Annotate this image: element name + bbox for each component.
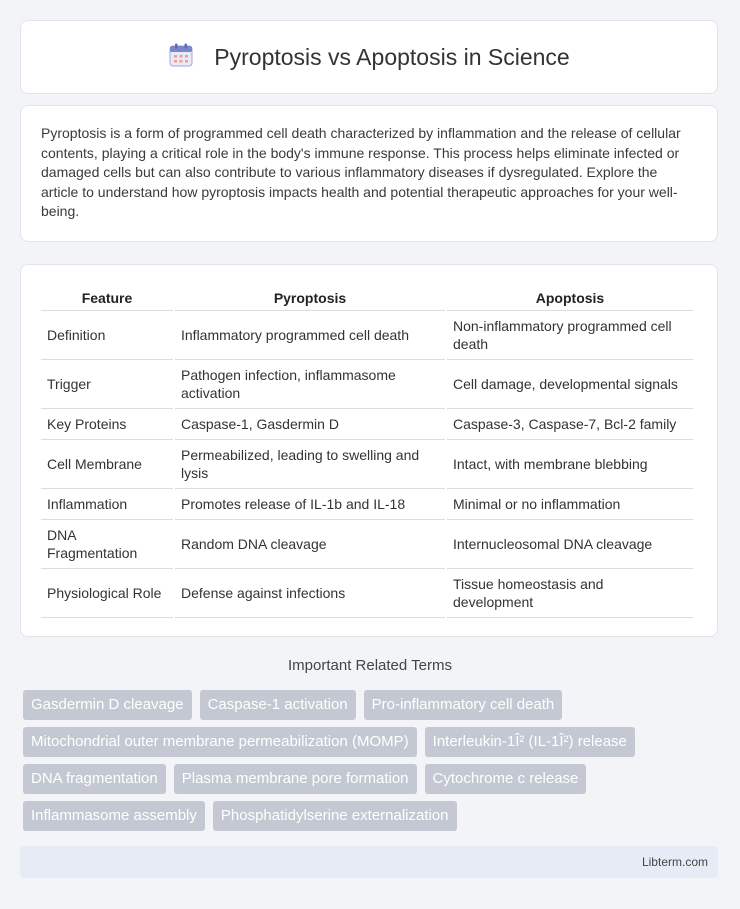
related-term-tag[interactable]: Plasma membrane pore formation <box>174 764 417 794</box>
intro-card <box>20 105 718 242</box>
table-row <box>41 569 693 618</box>
column-header: Feature <box>41 285 173 311</box>
tag-row <box>23 801 723 831</box>
table-cell: Inflammation <box>41 489 173 520</box>
table-cell: Cell Membrane <box>41 440 173 489</box>
calendar-icon <box>168 42 194 73</box>
column-header: Apoptosis <box>447 285 693 311</box>
table-cell: Promotes release of IL-1b and IL-18 <box>175 489 445 520</box>
table-row <box>41 440 693 489</box>
related-term-tag[interactable]: Mitochondrial outer membrane permeabilization (MOMP) <box>23 727 417 757</box>
table-cell: Caspase-1, Gasdermin D <box>175 409 445 440</box>
tag-row <box>23 764 723 794</box>
table-cell: Key Proteins <box>41 409 173 440</box>
table-row <box>41 311 693 360</box>
related-terms <box>23 690 723 838</box>
table-row <box>41 489 693 520</box>
table-row <box>41 360 693 409</box>
table-cell: Permeabilized, leading to swelling and lysis <box>175 440 445 489</box>
table-cell: Defense against infections <box>175 569 445 618</box>
related-term-tag[interactable]: Cytochrome c release <box>425 764 587 794</box>
footer <box>20 846 718 878</box>
related-term-tag[interactable]: Pro-inflammatory cell death <box>364 690 563 720</box>
header-card <box>20 20 718 94</box>
table-cell: Random DNA cleavage <box>175 520 445 569</box>
related-term-tag[interactable]: DNA fragmentation <box>23 764 166 794</box>
column-header: Pyroptosis <box>175 285 445 311</box>
related-terms-title: Important Related Terms <box>288 657 452 674</box>
table-cell: Intact, with membrane blebbing <box>447 440 693 489</box>
comparison-table-card <box>20 264 718 637</box>
table-header-row <box>41 285 693 311</box>
tag-row <box>23 690 723 720</box>
table-cell: Definition <box>41 311 173 360</box>
tag-row <box>23 727 723 757</box>
related-term-tag[interactable]: Interleukin-1Î² (IL-1Î²) release <box>425 727 635 757</box>
table-cell: Cell damage, developmental signals <box>447 360 693 409</box>
table-row <box>41 520 693 569</box>
comparison-table <box>39 285 695 618</box>
footer-brand[interactable]: Libterm.com <box>641 855 708 869</box>
page-title: Pyroptosis vs Apoptosis in Science <box>214 43 570 70</box>
table-cell: Non-inflammatory programmed cell death <box>447 311 693 360</box>
table-cell: Caspase-3, Caspase-7, Bcl-2 family <box>447 409 693 440</box>
table-cell: Inflammatory programmed cell death <box>175 311 445 360</box>
table-cell: Internucleosomal DNA cleavage <box>447 520 693 569</box>
table-cell: DNA Fragmentation <box>41 520 173 569</box>
table-cell: Tissue homeostasis and development <box>447 569 693 618</box>
intro-text: Pyroptosis is a form of programmed cell death characterized by inflammation and the release of cellular contents, playing a critical role in the body's immune response. This process helps eliminate infected or damaged cells but can also contribute to various inflammatory diseases if dysregulated. Explore the article to understand how pyroptosis impacts health and potential therapeutic approaches for your well-being. <box>41 125 681 219</box>
table-cell: Trigger <box>41 360 173 409</box>
table-cell: Minimal or no inflammation <box>447 489 693 520</box>
table-cell: Pathogen infection, inflammasome activation <box>175 360 445 409</box>
table-cell: Physiological Role <box>41 569 173 618</box>
table-row <box>41 409 693 440</box>
related-term-tag[interactable]: Caspase-1 activation <box>200 690 356 720</box>
related-term-tag[interactable]: Gasdermin D cleavage <box>23 690 192 720</box>
related-term-tag[interactable]: Phosphatidylserine externalization <box>213 801 457 831</box>
related-term-tag[interactable]: Inflammasome assembly <box>23 801 205 831</box>
